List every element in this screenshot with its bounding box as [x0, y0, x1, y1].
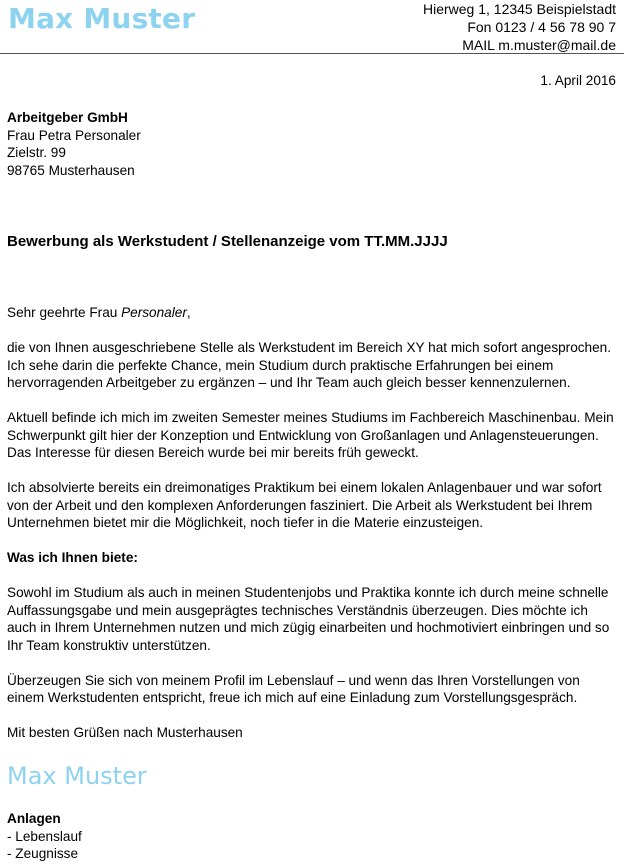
paragraph: Ich absolvierte bereits ein dreimonatiges Praktikum bei einem lokalen Anlagenbauer und war sofort von der Arbeit und den komplexen Anforderungen fasziniert. Die Arbeit als Werkstudent bei Ihrem Unternehmen bietet mir die Möglichkeit, noch tiefer in die Materie einzusteigen.	[7, 480, 602, 530]
recipient-city: 98765 Musterhausen	[7, 162, 135, 178]
letter-body	[7, 304, 619, 742]
paragraph: die von Ihnen ausgeschriebene Stelle als Werkstudent im Bereich XY hat mich sofort angesprochen. Ich sehe darin die perfekte Chance, mein Studium durch praktische Erfahrungen bei einem hervorragenden Arbeitgeber zu ergänzen – und Ihr Team auch gleich besser kennenzulernen.	[7, 340, 612, 390]
header-divider	[0, 53, 624, 54]
letter-subject: Bewerbung als Werkstudent / Stellenanzeige vom TT.MM.JJJJ	[7, 233, 448, 250]
salutation-suffix: ,	[186, 305, 191, 320]
contact-street: Hierweg 1, 12345 Beispielstadt	[422, 1, 616, 17]
attachments-title: Anlagen	[7, 811, 61, 826]
attachment-item: - Lebenslauf	[7, 828, 82, 844]
header-name: Max Muster	[8, 2, 196, 35]
attachments	[7, 810, 82, 863]
letter-date: 1. April 2016	[540, 73, 616, 88]
attachment-item: - Zeugnisse	[7, 846, 79, 861]
salutation	[7, 304, 619, 322]
offer-heading: Was ich Ihnen biete:	[7, 550, 138, 565]
paragraph: Überzeugen Sie sich von meinem Profil im Lebenslauf – und wenn das Ihren Vorstellungen von einem Werkstudenten entspricht, freue ich mich auf eine Einladung zum Vorstellungsgespräch.	[7, 672, 580, 705]
closing: Mit besten Grüßen nach Musterhausen	[7, 725, 243, 740]
contact-phone: Fon 0123 / 4 56 78 90 7	[467, 19, 616, 35]
paragraph: Sowohl im Studium als auch in meinen Studentenjobs und Praktika konnte ich durch meine schnelle Auffassungsgabe und mein ausgeprägtes technisches Verständnis überzeugen. Dies möchte ich auch in Ihrem Unternehmen nutzen und mich zügig einarbeiten und hochmotiviert einbringen und so Ihr Team konstruktiv unterstützen.	[7, 585, 610, 653]
salutation-name: Personaler	[121, 305, 187, 320]
contact-block	[423, 0, 616, 54]
contact-mail: MAIL m.muster@mail.de	[462, 37, 616, 53]
paragraph: Aktuell befinde ich mich im zweiten Semester meines Studiums im Fachbereich Maschinenbau. Mein Schwerpunkt gilt hier der Konzeption und Entwicklung von Großanlagen und Anlagensteuerungen. Das Interesse für diesen Bereich wurde bei mir bereits früh geweckt.	[7, 410, 614, 460]
signature-name: Max Muster	[7, 762, 147, 790]
recipient-address	[7, 109, 141, 179]
recipient-street: Zielstr. 99	[7, 145, 66, 160]
salutation-prefix: Sehr geehrte Frau	[7, 305, 122, 320]
recipient-contact: Frau Petra Personaler	[7, 127, 141, 143]
recipient-company: Arbeitgeber GmbH	[7, 110, 128, 125]
